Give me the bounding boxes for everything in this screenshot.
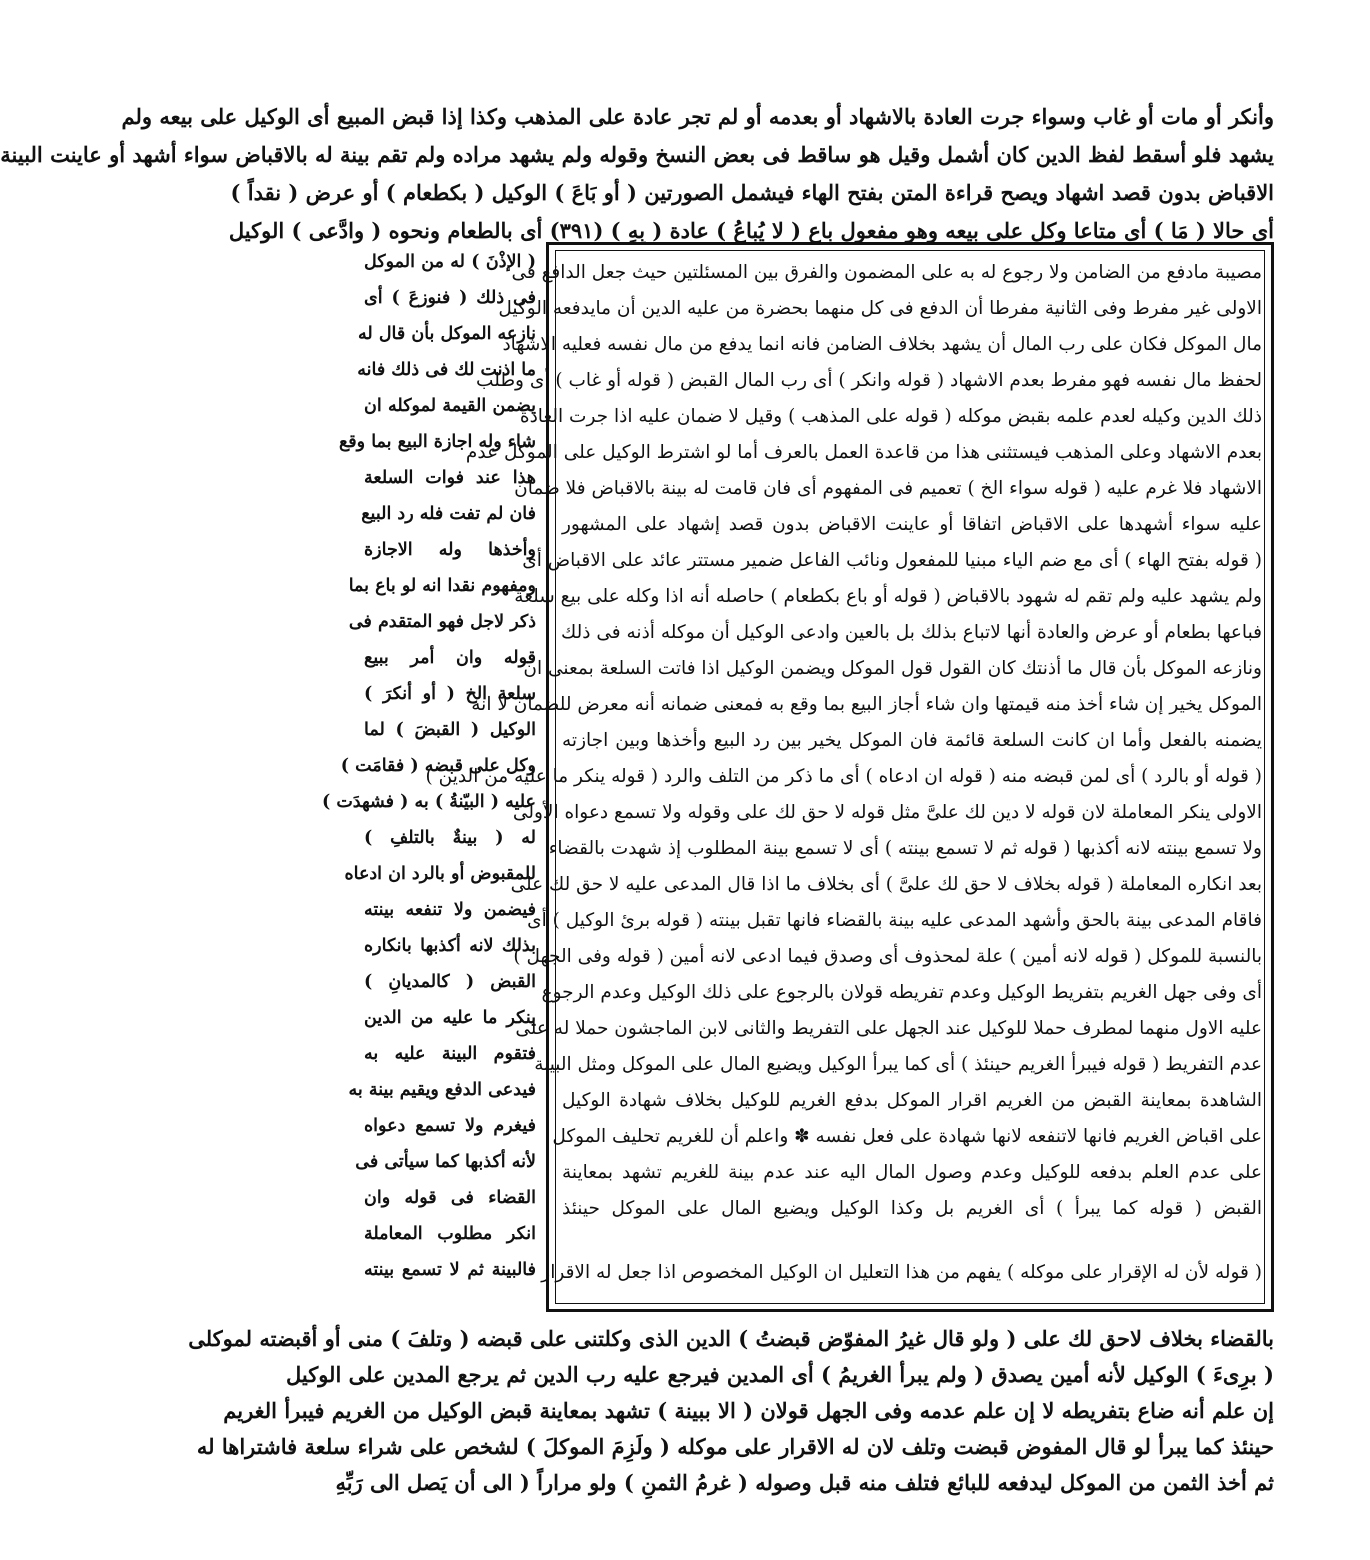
commentary-line: عليه الاول منهما لمطرف حملا للوكيل عند الجهل على التفريط والثانى لابن الماجشون حملا له على (515, 1018, 1262, 1039)
commentary-line: ولم يشهد عليه ولم تقم له شهود بالاقباض ( قوله أو باع بكطعام ) حاصله أنه اذا وكله على بيع سلعة (514, 586, 1262, 607)
text-line: أى حالا ( مَا ) أى متاعا وكل على بيعه وهو مفعول باع ( لا يُباعُ ) عادة ( بِهِ ) (٣٩١) أى بالطعام ونحوه ( وادَّعى ) الوكيل (228, 218, 1274, 243)
text-line: بالقضاء بخلاف لاحق لك على ( ولو قال غيرُ المفوّض قبضتُ ) الدين الذى وكلتنى على قبضه ( وتلفَ ) منى أو أقبضته لموكلى (188, 1326, 1274, 1351)
commentary-line: القبض ( قوله كما يبرأ ) أى الغريم بل وكذا الوكيل ويضيع المال على الموكل حينئذ (562, 1198, 1262, 1219)
side-line: قوله وان أمر ببيع (364, 648, 536, 668)
text-line: ( برِىءَ ) الوكيل لأنه أمين يصدق ( ولم يبرأ الغريمُ ) أى المدين فيرجع عليه رب الدين ثم يرجع المدين على الوكيل (285, 1362, 1274, 1387)
commentary-line: الاولى غير مفرط وفى الثانية مفرطا أن الدفع فى كل منهما بحضرة من عليه الدين أن مايدفعه الوكيل (498, 298, 1262, 319)
commentary-line: بعد انكاره المعاملة ( قوله بخلاف لا حق لك علىَّ ) أى بخلاف ما اذا قال المدعى عليه لا حق لك على (510, 874, 1262, 895)
side-line: لأنه أكذبها كما سيأتى فى (355, 1152, 536, 1172)
text-line: ثم أخذ الثمن من الموكل ليدفعه للبائع فتلف منه قبل وصوله ( غرمُ الثمنِ ) ولو مراراً ( الى أن يَصل الى رَبِّهِ (335, 1470, 1274, 1495)
commentary-line: ولا تسمع بينته لانه أكذبها ( قوله ثم لا تسمع بينته ) أى لا تسمع بينة المطلوب إذ شهدت بالقضاء (548, 838, 1262, 859)
side-line: فى ذلك ( فنوزعَ ) أى (364, 288, 536, 308)
side-line: وأخذها وله الاجازة (364, 540, 536, 560)
commentary-line: الاولى ينكر المعاملة لان قوله لا دين لك علىَّ مثل قوله لا حق لك على وقوله ولا تسمع دعواه الأولى (512, 802, 1262, 823)
side-line: هذا عند فوات السلعة (364, 468, 536, 488)
commentary-line: على اقباض الغريم فانها لاتنفعه لانها شهادة على فعل نفسه ✽ واعلم أن للغريم تحليف الموكل (552, 1126, 1262, 1147)
commentary-line: ونازعه الموكل بأن قال ما أذنتك كان القول قول الموكل ويضمن الوكيل اذا فاتت السلعة بمعنى ان (523, 658, 1262, 679)
text-line: الاقباض بدون قصد اشهاد ويصح قراءة المتن بفتح الهاء فيشمل الصورتين ( أو بَاعَ ) الوكيل ( بكطعام ) أو عرض ( نقداً ) (230, 180, 1274, 205)
text-line: يشهد فلو أسقط لفظ الدين كان أشمل وقيل هو ساقط فى بعض النسخ وقوله ولم يشهد مراده ولم تقم بينة له بالاقباض سواء أشهد أو عاينت البينة (0, 142, 1274, 167)
side-line: ما اذنت لك فى ذلك فانه (357, 360, 536, 380)
side-line: فان لم تفت فله رد البيع (361, 504, 536, 524)
commentary-line: على عدم العلم بدفعه للوكيل وعدم وصول المال اليه عند عدم بينة للغريم تشهد بمعاينة (562, 1162, 1262, 1183)
side-line: فيضمن ولا تنفعه بينته (364, 900, 536, 920)
text-line: إن علم أنه ضاع بتفريطه لا إن علم عدمه وفى الجهل قولان ( الا ببينة ) تشهد بمعاينة قبض الوكيل من الغريم فيبرأ الغريم (223, 1398, 1274, 1423)
text-line: وأنكر أو مات أو غاب وسواء جرت العادة بالاشهاد أو بعدمه أو لم تجر عادة على المذهب وكذا إذا قبض المبيع أى الوكيل على بيعه ولم (121, 104, 1274, 129)
commentary-line: بالنسبة للموكل ( قوله لانه أمين ) علة لمحذوف أى وصدق فيما ادعى لانه أمين ( قوله وفى الجهل ) (513, 946, 1262, 967)
side-line: نازعه الموكل بأن قال له (358, 324, 536, 344)
side-line: الوكيل ( القبضَ ) لما (364, 720, 536, 740)
commentary-line: يضمنه بالفعل وأما ان كانت السلعة قائمة فان الموكل يخير بين رد البيع وأخذها وبين اجازته (562, 730, 1262, 751)
commentary-line: الشاهدة بمعاينة القبض من الغريم اقرار الموكل بدفع الغريم للوكيل بخلاف شهادة الوكيل (562, 1090, 1262, 1111)
commentary-line: ( قوله أو بالرد ) أى لمن قبضه منه ( قوله ان ادعاه ) أى ما ذكر من التلف والرد ( قوله ينكر ما عليه من الدين ) (425, 766, 1262, 787)
side-line: فالبينة ثم لا تسمع بينته (364, 1260, 536, 1280)
commentary-line: الاشهاد فلا غرم عليه ( قوله سواء الخ ) تعميم فى المفهوم أى فان قامت له بينة بالاقباض فلا ضمان (514, 478, 1262, 499)
side-line: ينكر ما عليه من الدين (364, 1008, 536, 1028)
commentary-line: مال الموكل فكان على رب المال أن يشهد بخلاف الضامن فانه انما يدفع من مال نفسه فعليه الاشهاد (502, 334, 1262, 355)
commentary-line: ( قوله بفتح الهاء ) أى مع ضم الياء مبنيا للمفعول ونائب الفاعل ضمير مستتر عائد على الاقباض أى (522, 550, 1262, 571)
side-line: فتقوم البينة عليه به (364, 1044, 536, 1064)
commentary-line: ذلك الدين وكيله لعدم علمه بقبض موكله ( قوله على المذهب ) وقيل لا ضمان عليه اذا جرت العادة (519, 406, 1262, 427)
side-line: انكر مطلوب المعاملة (364, 1224, 536, 1244)
commentary-line: الموكل يخير إن شاء أخذ منه قيمتها وان شاء أجاز البيع بما وقع به فمعنى ضمانه أنه معرض للضمان لا انه (471, 694, 1262, 715)
side-line: عليه ( البيّنةُ ) به ( فشهدَت ) (321, 792, 536, 812)
commentary-line: عليه سواء أشهدها على الاقباض اتفاقا أو عاينت الاقباض بدون قصد إشهاد على المشهور (562, 514, 1262, 535)
side-line: ذكر لاجل فهو المتقدم فى (348, 612, 536, 632)
commentary-line: فاقام المدعى بينة بالحق وأشهد المدعى عليه بينة بالقضاء فانها تقبل بينته ( قوله برئ الوكيل ) أى (527, 910, 1262, 931)
side-line: بذلك لانه أكذبها بانكاره (364, 936, 536, 956)
side-line: يضمن القيمة لموكله ان (364, 396, 536, 416)
side-line: القضاء فى قوله وان (364, 1188, 536, 1208)
side-line: وكل على قبضه ( فقامَت ) (340, 756, 536, 776)
commentary-line: ( قوله لأن له الإقرار على موكله ) يفهم من هذا التعليل ان الوكيل المخصوص اذا جعل له الاقرار (541, 1262, 1262, 1283)
side-line: سلعة الخ ( أو أنكرَ ) (364, 684, 536, 704)
commentary-line: لحفظ مال نفسه فهو مفرط بعدم الاشهاد ( قوله وانكر ) أى رب المال القبض ( قوله أو غاب ) أى وطلب (476, 370, 1262, 391)
commentary-line: أى وفى جهل الغريم بتفريط الوكيل وعدم تفريطه قولان بالرجوع على ذلك الوكيل وعدم الرجوع (541, 982, 1262, 1003)
side-line: للمقبوض أو بالرد ان ادعاه (344, 864, 536, 884)
side-line: فيدعى الدفع ويقيم بينة به (348, 1080, 536, 1100)
side-line: له ( بينةٌ بالتلفِ ) (364, 828, 536, 848)
side-line: ومفهوم نقدا انه لو باع بما (348, 576, 536, 596)
commentary-line: فباعها بطعام أو عرض والعادة أنها لاتباع بذلك بل بالعين وادعى الوكيل أن موكله أذنه فى ذلك (561, 622, 1262, 643)
text-line: حينئذ كما يبرأ لو قال المفوض قبضت وتلف لان له الاقرار على موكله ( ولَزِمَ الموكلَ ) لشخص على شراء سلعة فاشتراها له (196, 1434, 1274, 1459)
commentary-line: مصيبة مادفع من الضامن ولا رجوع له به على المضمون والفرق بين المسئلتين حيث جعل الدافع فى (511, 262, 1262, 283)
side-line: القبض ( كالمديانِ ) (364, 972, 536, 992)
side-line: شاء وله اجازة البيع بما وقع (338, 432, 536, 452)
commentary-line: بعدم الاشهاد وعلى المذهب فيستثنى هذا من قاعدة العمل بالعرف أما لو اشترط الوكيل على الموكل عدم (465, 442, 1262, 463)
side-line: فيغرم ولا تسمع دعواه (364, 1116, 536, 1136)
side-line: ( الإذْنَ ) له من الموكل (364, 252, 536, 272)
commentary-line: عدم التفريط ( قوله فيبرأ الغريم حينئذ ) أى كما يبرأ الوكيل ويضيع المال على الموكل ومثل البينة (534, 1054, 1262, 1075)
